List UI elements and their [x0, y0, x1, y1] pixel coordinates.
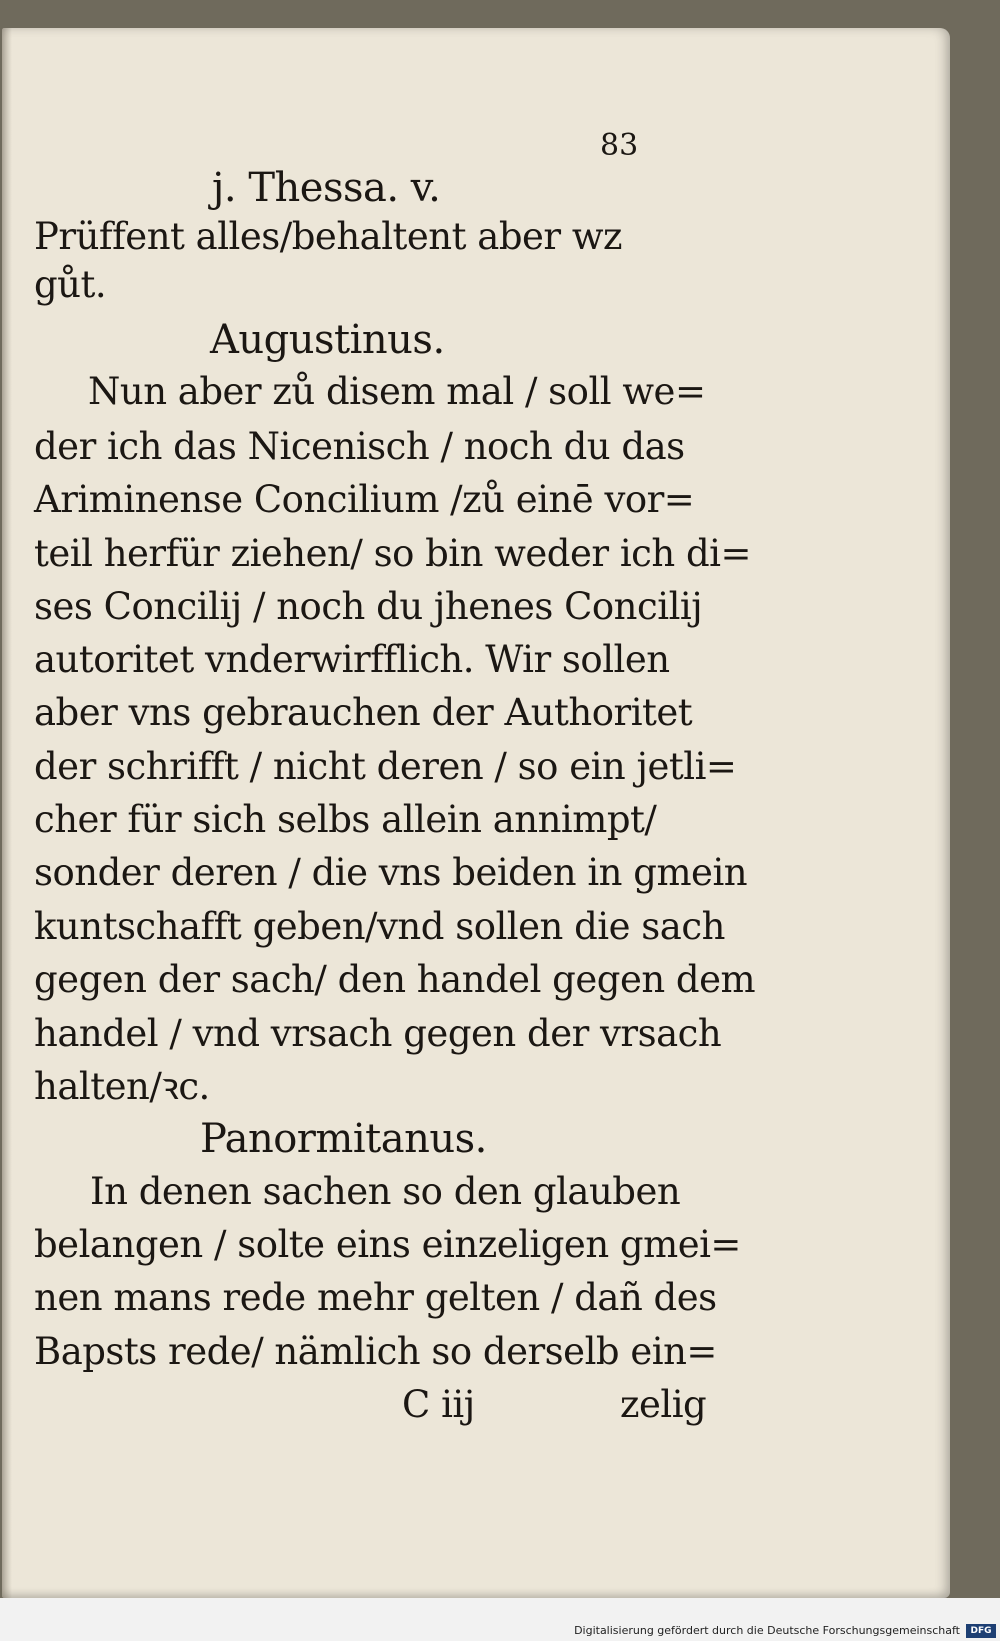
text-line-16: handel / vnd vrsach gegen der vrsach — [34, 1012, 722, 1055]
scripture-reference: j. Thessa. v. — [212, 165, 441, 211]
text-line-21: nen mans rede mehr gelten / dañ des — [34, 1276, 717, 1319]
folio-number: 83 — [600, 128, 639, 163]
text-line-8: ses Concilij / noch du jhenes Concilij — [34, 585, 703, 628]
text-line-4: Nun aber zů disem mal / soll we= — [88, 370, 706, 413]
text-line-2: gůt. — [34, 263, 107, 306]
text-line-9: autoritet vnderwirfflich. Wir sollen — [34, 638, 670, 681]
text-line-20: belangen / solte eins einzeligen gmei= — [34, 1223, 741, 1266]
footer-band — [0, 1598, 1000, 1641]
text-line-19: In denen sachen so den glauben — [90, 1170, 681, 1213]
page-gutter-shadow — [2, 28, 12, 1598]
section-heading-panormitanus: Panormitanus. — [200, 1116, 487, 1162]
text-line-7: teil herfür ziehen/ so bin weder ich di= — [34, 532, 751, 575]
book-page — [2, 28, 950, 1598]
text-line-22: Bapsts rede/ nämlich so derselb ein= — [34, 1330, 717, 1373]
text-line-17: halten/ꝛc. — [34, 1065, 210, 1108]
text-line-11: der schrifft / nicht deren / so ein jetli= — [34, 745, 737, 788]
text-line-5: der ich das Nicenisch / noch du das — [34, 425, 685, 468]
catchword: zelig — [620, 1383, 707, 1426]
text-line-1: Prüffent alles/behaltent aber wz — [34, 215, 623, 258]
text-line-6: Ariminense Concilium /zů einē vor= — [34, 478, 695, 521]
text-line-10: aber vns gebrauchen der Authoritet — [34, 691, 693, 734]
text-line-15: gegen der sach/ den handel gegen dem — [34, 958, 756, 1001]
text-line-13: sonder deren / die vns beiden in gmein — [34, 851, 748, 894]
dfg-credit-text: Digitalisierung gefördert durch die Deutsche Forschungsgemeinschaft — [574, 1624, 960, 1637]
dfg-logo: DFG — [966, 1624, 996, 1638]
text-line-14: kuntschafft geben/vnd sollen die sach — [34, 905, 725, 948]
signature-mark: C iij — [402, 1383, 475, 1426]
section-heading-augustinus: Augustinus. — [210, 317, 445, 363]
text-line-12: cher für sich selbs allein annimpt/ — [34, 798, 657, 841]
